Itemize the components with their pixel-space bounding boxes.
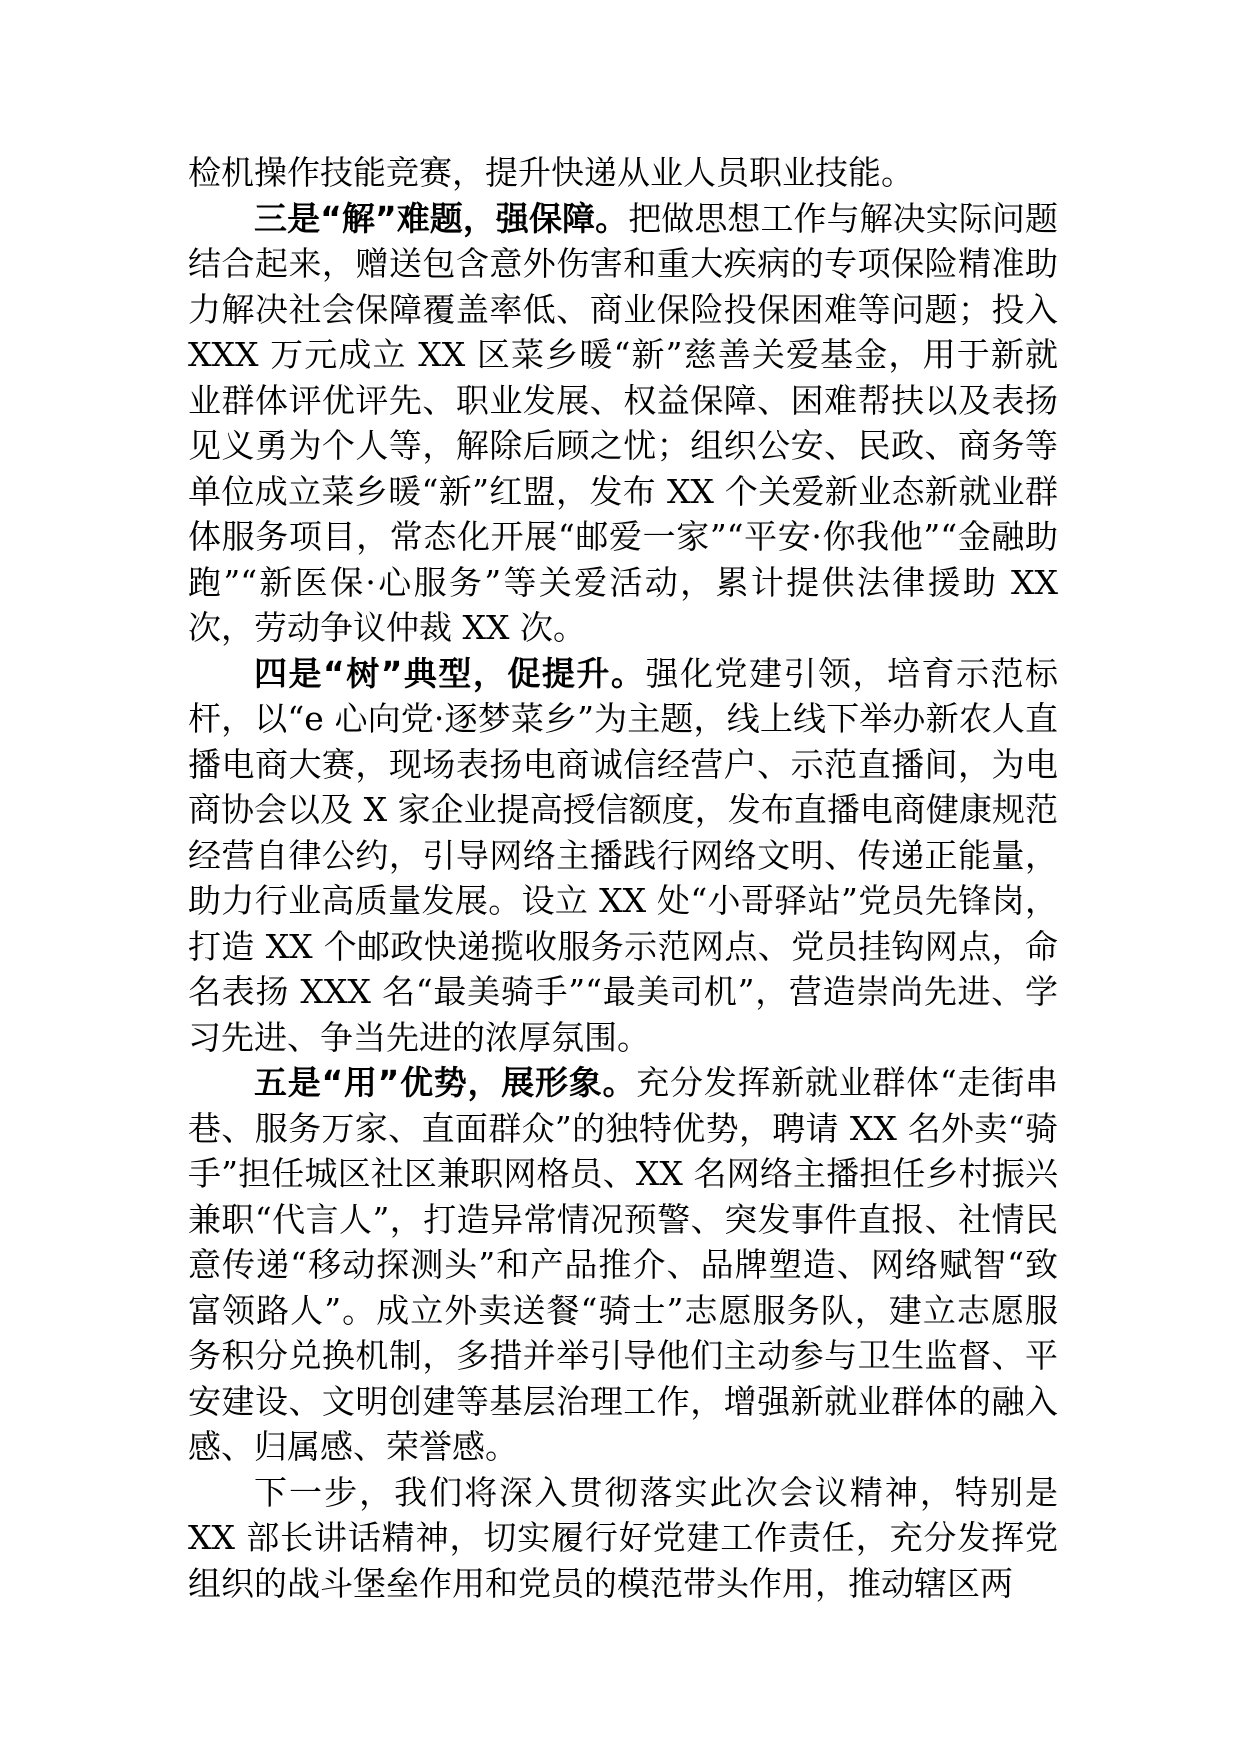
paragraph-continued [188, 150, 1058, 196]
paragraph-point-four [188, 651, 1058, 1061]
paragraph-point-three [188, 196, 1058, 651]
paragraph-text: 强化党建引领，培育示范标杆，以“e 心向党·逐梦菜乡”为主题，线上线下举办新农人直播电商大赛，现场表扬电商诚信经营户、示范直播间，为电商协会以及 X 家企业提高授信额度，发布直播电商健康规范经营自律公约，引导网络主播践行网络文明、传递正能量，助力行业高质量发展。设立 XX 处“小哥驿站”党员先锋岗，打造 XX 个邮政快递揽收服务示范网点、党员挂钩网点，命名表扬 XXX 名“最美骑手”“最美司机”，营造崇尚先进、学习先进、争当先进的浓厚氛围。 [188, 653, 1058, 1057]
paragraph-text: 把做思想工作与解决实际问题结合起来，赠送包含意外伤害和重大疾病的专项保险精准助力解决社会保障覆盖率低、商业保险投保困难等问题；投入 XXX 万元成立 XX 区菜乡暖“新”慈善关爱基金，用于新就业群体评优评先、职业发展、权益保障、困难帮扶以及表扬见义勇为个人等，解除后顾之忧；组织公安、民政、商务等单位成立菜乡暖“新”红盟，发布 XX 个关爱新业态新就业群体服务项目，常态化开展“邮爱一家”“平安·你我他”“金融助跑”“新医保·心服务”等关爱活动，累计提供法律援助 XX 次，劳动争议仲裁 XX 次。 [188, 198, 1058, 647]
document-page [188, 150, 1058, 1606]
paragraph-text: 充分发挥新就业群体“走街串巷、服务万家、直面群众”的独特优势，聘请 XX 名外卖“骑手”担任城区社区兼职网格员、XX 名网络主播担任乡村振兴兼职“代言人”，打造异常情况预警、突发事件直报、社情民意传递“移动探测头”和产品推介、品牌塑造、网络赋智“致富领路人”。成立外卖送餐“骑士”志愿服务队，建立志愿服务积分兑换机制，多措并举引导他们主动参与卫生监督、平安建设、文明创建等基层治理工作，增强新就业群体的融入感、归属感、荣誉感。 [188, 1063, 1058, 1466]
paragraph-heading: 四是“树”典型，促提升。 [254, 653, 646, 693]
paragraph-heading: 五是“用”优势，展形象。 [254, 1063, 637, 1102]
paragraph-heading: 三是“解”难题，强保障。 [254, 198, 629, 238]
paragraph-next-step [188, 1470, 1058, 1607]
paragraph-point-five [188, 1060, 1058, 1470]
paragraph-text: 检机操作技能竞赛，提升快递从业人员职业技能。 [188, 153, 914, 192]
paragraph-text: 下一步，我们将深入贯彻落实此次会议精神，特别是 XX 部长讲话精神，切实履行好党建工作责任，充分发挥党组织的战斗堡垒作用和党员的模范带头作用，推动辖区两 [188, 1472, 1058, 1603]
